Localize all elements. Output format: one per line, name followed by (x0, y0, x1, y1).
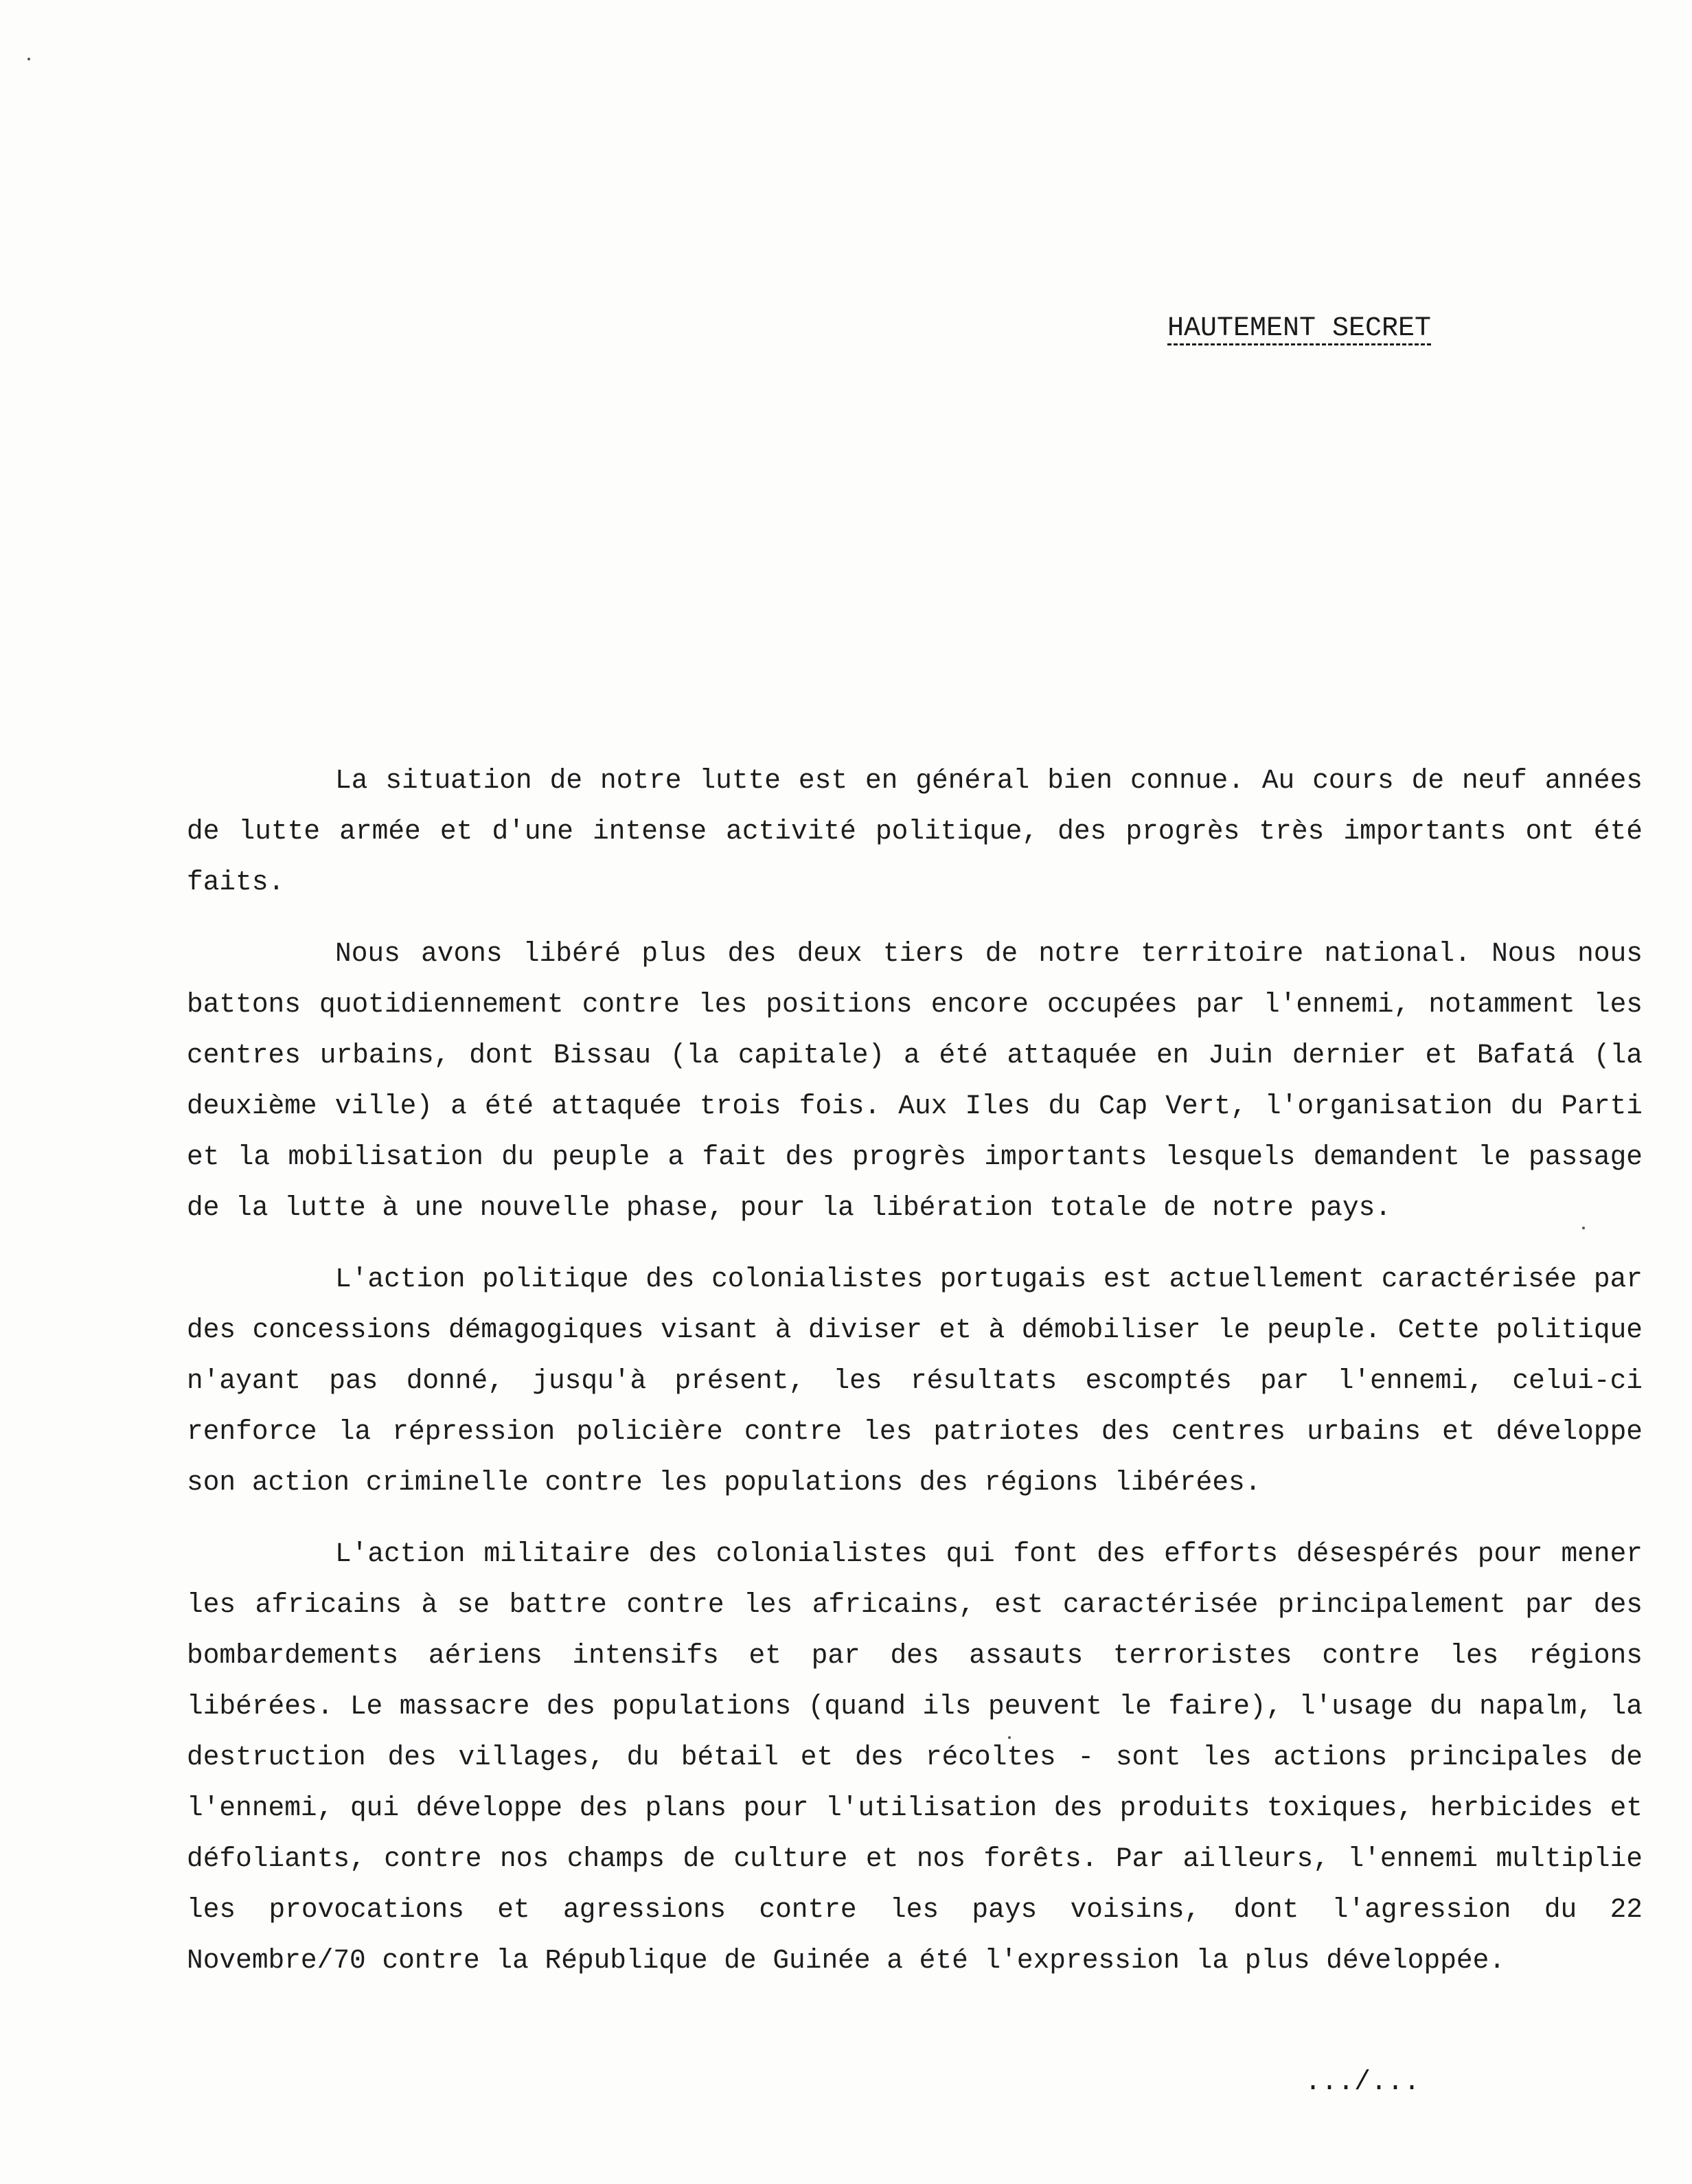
paragraph-1: La situation de notre lutte est en général bien connue. Au cours de neuf années de lutte armée et d'une intense activité politique, des progrès très importants ont été faits. (187, 765, 1643, 898)
paragraph-2: Nous avons libéré plus des deux tiers de notre territoire national. Nous nous battons quotidiennement contre les positions encore occupées par l'ennemi, notamment les centres urbains, dont Bissau (la capitale) a été attaquée en Juin dernier et Bafatá (la deuxième ville) a été attaquée trois fois. Aux Iles du Cap Vert, l'organisation du Parti et la mobilisation du peuple a fait des progrès importants lesquels demandent le passage de la lutte à une nouvelle phase, pour la libération totale de notre pays. (187, 938, 1643, 1223)
paragraph-3: L'action politique des colonialistes portugais est actuellement caractérisée par des concessions démagogiques visant à diviser et à démobiliser le peuple. Cette politique n'ayant pas donné, jusqu'à présent, les résultats escomptés par l'ennemi, celui-ci renforce la répression policière contre les patriotes des centres urbains et développe son action criminelle contre les populations des régions libérées. (187, 1264, 1643, 1498)
continuation-mark: .../... (1305, 2067, 1421, 2098)
classification-heading: HAUTEMENT SECRET (1167, 313, 1432, 344)
document-body (187, 755, 1643, 2007)
paragraph-4: L'action militaire des colonialistes qui font des efforts désespérés pour mener les africains à se battre contre les africains, est caractérisée principalement par des bombardements aériens intensifs et par des assauts terroristes contre les régions libérées. Le massacre des populations (quand ils peuvent le faire), l'usage du napalm, la destruction des villages, du bétail et des récoltes - sont les actions principales de l'ennemi, qui développe des plans pour l'utilisation des produits toxiques, herbicides et défoliants, contre nos champs de culture et nos forêts. Par ailleurs, l'ennemi multiplie les provocations et agressions contre les pays voisins, dont l'agression du 22 Novembre/70 contre la République de Guinée a été l'expression la plus développée. (187, 1538, 1643, 1976)
scan-speck (27, 58, 30, 60)
